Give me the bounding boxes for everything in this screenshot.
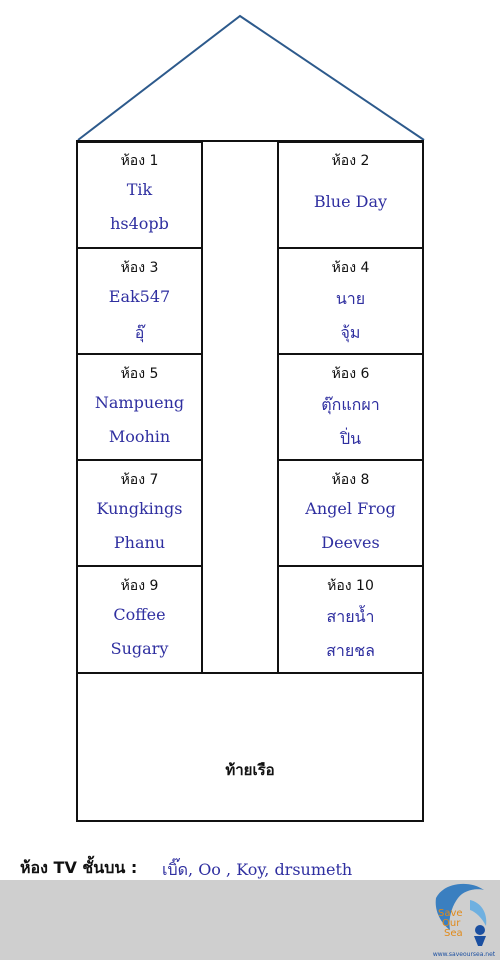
boat-bow-roof	[0, 0, 500, 160]
occupant-name: Angel Frog	[305, 499, 396, 518]
occupant-name: สายชล	[326, 641, 375, 660]
room-10	[279, 567, 422, 673]
room-1	[78, 142, 201, 249]
room-label: ห้อง 1	[120, 153, 159, 169]
occupant-name: สายน้ำ	[326, 607, 375, 626]
room-5	[78, 355, 201, 461]
occupant-name: นาย	[335, 289, 366, 308]
occupant-name: Nampueng	[94, 393, 185, 412]
footer-band	[0, 880, 500, 960]
logo-url: www.saveoursea.net	[432, 951, 496, 958]
occupant-name: Deeves	[321, 533, 380, 552]
room-2	[279, 142, 422, 249]
room-label: ห้อง 9	[120, 578, 159, 594]
room-6	[279, 355, 422, 461]
room-label: ห้อง 5	[120, 366, 159, 382]
occupant-name: อุ๊	[134, 323, 145, 342]
room-8	[279, 461, 422, 567]
occupant-name: จุ้ม	[340, 323, 361, 342]
occupant-name: Blue Day	[313, 192, 388, 211]
room-7	[78, 461, 201, 567]
room-label: ห้อง 2	[331, 153, 370, 169]
room-4	[279, 249, 422, 355]
occupant-name: ปิ่น	[339, 429, 362, 448]
tv-room-names: เบิ๊ด, Oo , Koy, drsumeth	[162, 860, 353, 879]
room-label: ห้อง 4	[331, 260, 370, 276]
logo-text-sea: Sea	[444, 928, 463, 939]
room-label: ห้อง 3	[120, 260, 159, 276]
room-label: ห้อง 8	[331, 472, 370, 488]
room-label: ห้อง 6	[331, 366, 370, 382]
save-our-sea-logo	[430, 878, 496, 958]
room-9	[78, 567, 201, 673]
logo-text-our: Our	[442, 918, 461, 929]
occupant-name: Phanu	[113, 533, 166, 552]
occupant-name: Moohin	[108, 427, 171, 446]
occupant-name: Coffee	[113, 605, 166, 624]
occupant-name: ตุ๊กแกผา	[321, 395, 380, 414]
occupant-name: Eak547	[108, 287, 171, 306]
stern-label: ท้ายเรือ	[225, 761, 275, 779]
room-label: ห้อง 10	[327, 578, 374, 594]
center-corridor	[201, 142, 279, 673]
logo-text-save: Save	[438, 908, 463, 919]
occupant-name: Sugary	[110, 639, 169, 658]
tv-room-row	[20, 856, 380, 880]
tv-room-label: ห้อง TV ชั้นบน :	[20, 858, 138, 877]
occupant-name: Kungkings	[96, 499, 183, 518]
room-label: ห้อง 7	[120, 472, 159, 488]
occupant-name: hs4opb	[110, 214, 169, 233]
dolphin-icon	[430, 878, 494, 948]
room-3	[78, 249, 201, 355]
occupant-name: Tik	[126, 180, 153, 199]
